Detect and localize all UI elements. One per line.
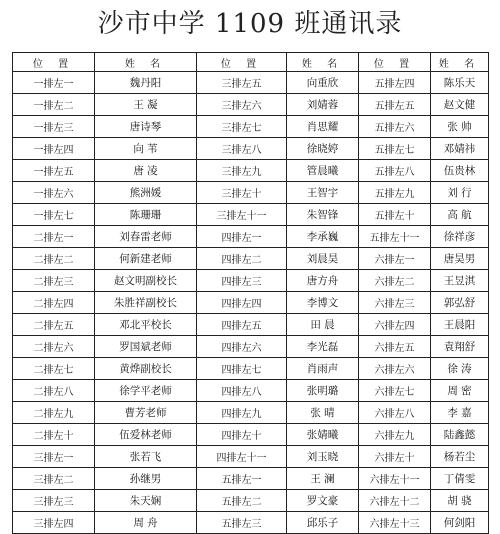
seat-position-cell: 六排左九: [359, 424, 431, 446]
table-row: [13, 248, 489, 270]
seat-position-cell: 六排左六: [359, 358, 431, 380]
table-row: [13, 270, 489, 292]
seat-position-cell: 五排左四: [359, 72, 431, 94]
seat-position-cell: 四排左一: [197, 226, 287, 248]
student-name-cell: 刘晨昊: [287, 248, 359, 270]
student-name-cell: 管晨曦: [287, 160, 359, 182]
header-position: 位 置: [197, 53, 287, 72]
student-name-cell: 邓婧祎: [431, 138, 489, 160]
student-name-cell: 丁倩雯: [431, 468, 489, 490]
seat-position-cell: 六排左十一: [359, 468, 431, 490]
header-name: 姓 名: [287, 53, 359, 72]
student-name-cell: 王 凝: [95, 94, 197, 116]
seat-position-cell: 二排左二: [13, 248, 95, 270]
student-name-cell: 朱天娴: [95, 490, 197, 512]
student-name-cell: 朱胜祥副校长: [95, 292, 197, 314]
page-title: 沙市中学 1109 班通讯录: [97, 9, 403, 39]
seat-position-cell: 二排左八: [13, 380, 95, 402]
seat-position-cell: 五排左三: [197, 512, 287, 534]
seat-position-cell: 一排左一: [13, 72, 95, 94]
seat-position-cell: 六排左一: [359, 248, 431, 270]
seat-position-cell: 一排左五: [13, 160, 95, 182]
student-name-cell: 李光磊: [287, 336, 359, 358]
student-name-cell: 陈乐天: [431, 72, 489, 94]
student-name-cell: 王晨阳: [431, 314, 489, 336]
header-position: 位 置: [13, 53, 95, 72]
student-name-cell: 何剑阳: [431, 512, 489, 534]
student-name-cell: 熊洲媛: [95, 182, 197, 204]
seat-position-cell: 四排左六: [197, 336, 287, 358]
seat-position-cell: 五排左二: [197, 490, 287, 512]
table-row: [13, 358, 489, 380]
student-name-cell: 陆鑫懿: [431, 424, 489, 446]
seat-position-cell: 一排左三: [13, 116, 95, 138]
table-row: [13, 72, 489, 94]
student-name-cell: 唐 凌: [95, 160, 197, 182]
table-row: [13, 226, 489, 248]
student-name-cell: 邓北平校长: [95, 314, 197, 336]
seat-position-cell: 四排左三: [197, 270, 287, 292]
seat-position-cell: 三排左二: [13, 468, 95, 490]
seat-position-cell: 三排左三: [13, 490, 95, 512]
header-row: [13, 53, 489, 72]
table-row: [13, 138, 489, 160]
class-roster-table: [12, 52, 489, 534]
seat-position-cell: 四排左二: [197, 248, 287, 270]
seat-position-cell: 三排左五: [197, 72, 287, 94]
seat-position-cell: 二排左一: [13, 226, 95, 248]
seat-position-cell: 六排左七: [359, 380, 431, 402]
seat-position-cell: 三排左八: [197, 138, 287, 160]
student-name-cell: 王智宇: [287, 182, 359, 204]
table-row: [13, 380, 489, 402]
seat-position-cell: 二排左十: [13, 424, 95, 446]
student-name-cell: 徐 涛: [431, 358, 489, 380]
student-name-cell: 唐诗琴: [95, 116, 197, 138]
student-name-cell: 邱乐子: [287, 512, 359, 534]
seat-position-cell: 六排左十: [359, 446, 431, 468]
student-name-cell: 唐方舟: [287, 270, 359, 292]
table-row: [13, 292, 489, 314]
student-name-cell: 肖思耀: [287, 116, 359, 138]
student-name-cell: 杨若尘: [431, 446, 489, 468]
seat-position-cell: 一排左七: [13, 204, 95, 226]
student-name-cell: 唐昊男: [431, 248, 489, 270]
table-row: [13, 116, 489, 138]
seat-position-cell: 六排左三: [359, 292, 431, 314]
student-name-cell: 高 航: [431, 204, 489, 226]
seat-position-cell: 四排左十一: [197, 446, 287, 468]
seat-position-cell: 三排左一: [13, 446, 95, 468]
student-name-cell: 郭弘舒: [431, 292, 489, 314]
table-row: [13, 204, 489, 226]
seat-position-cell: 六排左二: [359, 270, 431, 292]
student-name-cell: 田 晨: [287, 314, 359, 336]
seat-position-cell: 二排左六: [13, 336, 95, 358]
student-name-cell: 曹芳老师: [95, 402, 197, 424]
seat-position-cell: 二排左四: [13, 292, 95, 314]
student-name-cell: 赵文健: [431, 94, 489, 116]
student-name-cell: 袁翔舒: [431, 336, 489, 358]
student-name-cell: 徐学平老师: [95, 380, 197, 402]
seat-position-cell: 五排左十: [359, 204, 431, 226]
student-name-cell: 赵文明副校长: [95, 270, 197, 292]
seat-position-cell: 五排左一: [197, 468, 287, 490]
seat-position-cell: 一排左六: [13, 182, 95, 204]
seat-position-cell: 五排左六: [359, 116, 431, 138]
seat-position-cell: 五排左五: [359, 94, 431, 116]
student-name-cell: 王 澜: [287, 468, 359, 490]
seat-position-cell: 二排左三: [13, 270, 95, 292]
student-name-cell: 魏丹阳: [95, 72, 197, 94]
table-row: [13, 402, 489, 424]
table-row: [13, 160, 489, 182]
seat-position-cell: 五排左九: [359, 182, 431, 204]
table-row: [13, 512, 489, 534]
header-name: 姓 名: [95, 53, 197, 72]
seat-position-cell: 一排左四: [13, 138, 95, 160]
student-name-cell: 向 苇: [95, 138, 197, 160]
student-name-cell: 罗文豪: [287, 490, 359, 512]
student-name-cell: 陈珊珊: [95, 204, 197, 226]
student-name-cell: 徐祥彦: [431, 226, 489, 248]
seat-position-cell: 三排左十一: [197, 204, 287, 226]
student-name-cell: 李承巍: [287, 226, 359, 248]
seat-position-cell: 三排左十: [197, 182, 287, 204]
student-name-cell: 朱智锋: [287, 204, 359, 226]
seat-position-cell: 四排左八: [197, 380, 287, 402]
seat-position-cell: 四排左四: [197, 292, 287, 314]
student-name-cell: 刘 行: [431, 182, 489, 204]
seat-position-cell: 五排左七: [359, 138, 431, 160]
student-name-cell: 孙继男: [95, 468, 197, 490]
table-row: [13, 490, 489, 512]
student-name-cell: 黄烨副校长: [95, 358, 197, 380]
seat-position-cell: 一排左二: [13, 94, 95, 116]
seat-position-cell: 五排左八: [359, 160, 431, 182]
seat-position-cell: 四排左七: [197, 358, 287, 380]
student-name-cell: 张 帅: [431, 116, 489, 138]
seat-position-cell: 二排左九: [13, 402, 95, 424]
student-name-cell: 肖雨声: [287, 358, 359, 380]
table-row: [13, 446, 489, 468]
student-name-cell: 张若飞: [95, 446, 197, 468]
student-name-cell: 李博文: [287, 292, 359, 314]
table-row: [13, 336, 489, 358]
student-name-cell: 王昱淇: [431, 270, 489, 292]
seat-position-cell: 六排左十二: [359, 490, 431, 512]
table-row: [13, 94, 489, 116]
student-name-cell: 张明璐: [287, 380, 359, 402]
seat-position-cell: 六排左四: [359, 314, 431, 336]
student-name-cell: 何新建老师: [95, 248, 197, 270]
student-name-cell: 张 晴: [287, 402, 359, 424]
student-name-cell: 周 舟: [95, 512, 197, 534]
seat-position-cell: 四排左十: [197, 424, 287, 446]
seat-position-cell: 六排左五: [359, 336, 431, 358]
header-position: 位 置: [359, 53, 431, 72]
student-name-cell: 伍贵林: [431, 160, 489, 182]
seat-position-cell: 六排左十三: [359, 512, 431, 534]
seat-position-cell: 四排左五: [197, 314, 287, 336]
student-name-cell: 胡 骁: [431, 490, 489, 512]
student-name-cell: 李 嘉: [431, 402, 489, 424]
student-name-cell: 伍爱林老师: [95, 424, 197, 446]
table-row: [13, 314, 489, 336]
seat-position-cell: 五排左十一: [359, 226, 431, 248]
seat-position-cell: 四排左九: [197, 402, 287, 424]
student-name-cell: 罗国斌老师: [95, 336, 197, 358]
seat-position-cell: 三排左六: [197, 94, 287, 116]
roster-body: [13, 72, 489, 534]
header-name: 姓 名: [431, 53, 489, 72]
seat-position-cell: 二排左七: [13, 358, 95, 380]
student-name-cell: 刘婧蓉: [287, 94, 359, 116]
student-name-cell: 徐晓婷: [287, 138, 359, 160]
seat-position-cell: 三排左四: [13, 512, 95, 534]
table-row: [13, 182, 489, 204]
student-name-cell: 刘玉晓: [287, 446, 359, 468]
seat-position-cell: 二排左五: [13, 314, 95, 336]
student-name-cell: 向重欣: [287, 72, 359, 94]
table-row: [13, 424, 489, 446]
seat-position-cell: 六排左八: [359, 402, 431, 424]
student-name-cell: 周 密: [431, 380, 489, 402]
student-name-cell: 刘春雷老师: [95, 226, 197, 248]
table-row: [13, 468, 489, 490]
student-name-cell: 张婧曦: [287, 424, 359, 446]
seat-position-cell: 三排左九: [197, 160, 287, 182]
seat-position-cell: 三排左七: [197, 116, 287, 138]
